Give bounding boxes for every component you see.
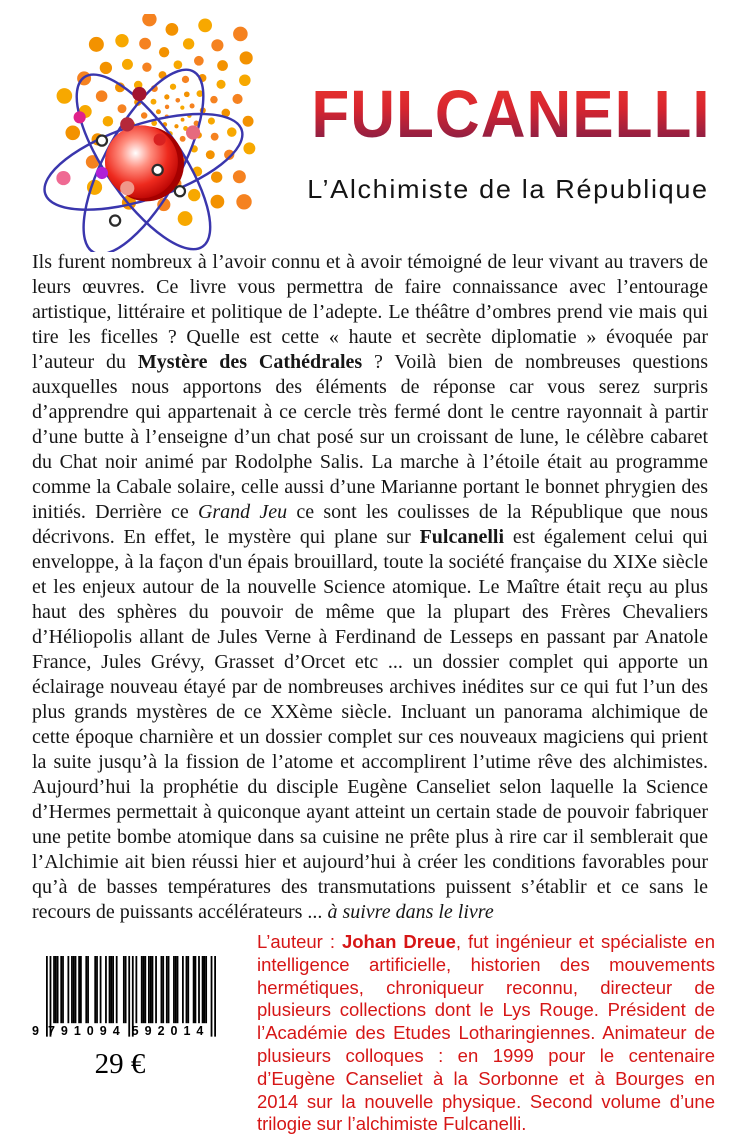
price-label: 29 € — [94, 1048, 146, 1080]
atom-logo-icon — [28, 14, 266, 252]
barcode-digits — [32, 1022, 222, 1038]
author-bio-text: , fut ingénieur et spécialiste en intelligence artificielle, historien des mouvements hermétiques, chroniqueur reconnu, directeur de plusieurs collections dont le Lys Rouge. Président de l’Académie des Etudes Lotharingiennes. Animateur de plusieurs colloques : en 1999 pour le centenaire d’Eugène Canseliet à la Sorbonne et à Bourges en 2014 sur la nouvelle physique. Second volume d’une trilogie sur l’alchimiste Fulcanelli. — [257, 931, 715, 1135]
synopsis-text: Ils furent nombreux à l’avoir connu et à avoir témoigné de leur vivant au travers de leurs œuvres. Ce livre vous permettra de faire connaissance avec l’entourage artistique, littéraire et politique de l’adepte. Le théâtre d’ombres prend vie mais qui tire les ficelles ? Quelle est cette « haute et secrète diplomatie » évoquée par l’auteur du — [32, 251, 708, 373]
barcode-digits-right: 592014 — [131, 1024, 210, 1038]
isbn-barcode — [32, 956, 216, 1040]
header — [0, 0, 740, 250]
synopsis-text: ce sont les coulisses de la République que nous décrivons. En effet, le mystère qui plane sur — [32, 501, 708, 548]
author-bio — [257, 931, 715, 1136]
synopsis-italic-grand-jeu: Grand Jeu — [197, 501, 288, 523]
synopsis-text: est également celui qui enveloppe, à la façon d'un épais brouillard, toute la société française du XIXe siècle et les enjeux autour de la nouvelle Science atomique. Le Maître était reçu au plus haut des sphères du pouvoir de même que la plupart des Frères Chevaliers d’Héliopolis allant de Jules Verne à Ferdinand de Lesseps en passant par Anatole France, Jules Grévy, Grasset d’Orcet etc ... un dossier complet qui apporte un éclairage nouveau étayé par de nombreuses archives inédites sur ce qui fut l’un des plus grands mystères de ce XXème siècle. Incluant un panorama alchimique de cette époque charnière et un dossier complet sur ces nouveaux magiciens qui prient la suite jusqu’à la fission de l’atome et accomplirent l’utime rêve des alchimistes. Aujourd’hui la prophétie du disciple Eugène Canseliet selon laquelle la Science d’Hermes permettait à quiconque ayant atteint un certain stade de pouvoir fabriquer une petite bombe atomique dans sa cuisine ne prête plus à rire car il semblerait que l’Alchimie ait bien réussi hier et aujourd’hui à créer les conditions favorables pour qu’à de basses températures des transmutations puissent s’établir et ce sans le recours de puissants accélérateurs ... — [32, 526, 708, 923]
synopsis-text: ? Voilà bien de nombreuses questions auxquelles nous apportons des éléments de réponse car vous serez surpris d’apprendre qui appartenait à ce cercle très fermé dont le centre rayonnait à partir d’une butte à l’enseigne d’un chat posé sur un croissant de lune, le célèbre cabaret du Chat noir animé par Rodolphe Salis. La marche à l’étoile était au programme comme la Cabale solaire, celle aussi d’une Marianne portant le bonnet phrygien des initiés. Derrière ce — [32, 351, 708, 523]
author-name: Johan Dreue — [341, 931, 456, 952]
barcode-digit-lead: 9 — [32, 1024, 39, 1038]
synopsis-paragraph — [32, 250, 708, 925]
book-title: FULCANELLI — [293, 72, 729, 158]
synopsis-bold-mystere: Mystère des Cathédrales — [137, 351, 363, 373]
barcode-digits-left: 791094 — [47, 1024, 126, 1038]
nucleus — [105, 125, 178, 198]
synopsis-bold-fulcanelli: Fulcanelli — [419, 526, 505, 548]
author-bio-text: L’auteur : — [257, 931, 342, 952]
synopsis-italic-teaser: à suivre dans le livre — [327, 901, 494, 923]
book-subtitle: L’Alchimiste de la République — [307, 174, 709, 204]
